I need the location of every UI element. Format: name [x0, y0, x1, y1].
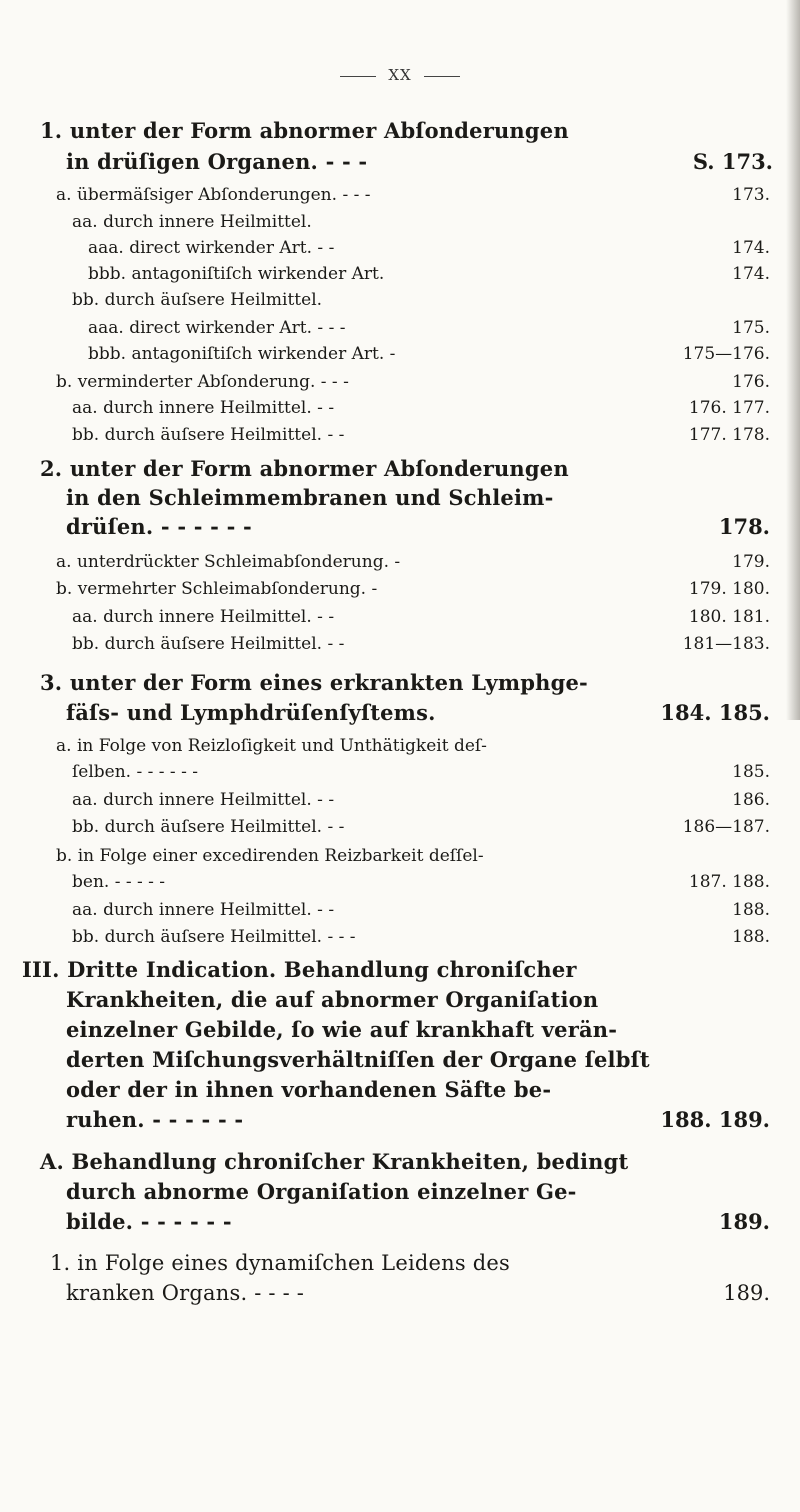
toc-entry: bbb. antagoniſtiſch wirkender Art.: [88, 264, 385, 284]
toc-entry: aa. durch innere Heilmittel. - -: [72, 790, 335, 810]
page-edge-shadow: [786, 0, 800, 720]
toc-heading: 3. unter der Form eines erkrankten Lymphge-: [40, 670, 588, 695]
toc-page: 179. 180.: [688, 579, 770, 599]
toc-entry: b. in Folge einer excedirenden Reizbarkeit deſſel-: [56, 846, 484, 866]
toc-page: 175.: [732, 318, 770, 338]
toc-page: 180. 181.: [688, 607, 770, 627]
toc-entry: a. übermäſsiger Abſonderungen. - - -: [56, 185, 371, 205]
toc-page: 174.: [732, 238, 770, 258]
toc-entry: b. verminderter Abſonderung. - - -: [56, 372, 349, 392]
toc-page: 185.: [732, 762, 770, 782]
toc-entry: aaa. direct wirkender Art. - - -: [88, 318, 346, 338]
toc-entry: bb. durch äuſsere Heilmittel.: [72, 290, 323, 310]
toc-entry: aa. durch innere Heilmittel.: [72, 212, 312, 232]
toc-page: 173.: [732, 185, 770, 205]
toc-heading-cont: fäſs- und Lymphdrüſenſyſtems.: [66, 700, 436, 725]
toc-entry: bb. durch äuſsere Heilmittel. - -: [72, 425, 345, 445]
toc-entry: bb. durch äuſsere Heilmittel. - - -: [72, 927, 356, 947]
toc-entry-cont: ſelben. - - - - - -: [72, 762, 198, 782]
page-header: [0, 66, 800, 84]
toc-page: 186—187.: [682, 817, 770, 837]
header-rule-left: [340, 76, 376, 77]
toc-entry: bbb. antagoniſtiſch wirkender Art. -: [88, 344, 396, 364]
toc-page: 188.: [732, 927, 770, 947]
toc-section-cont: derten Miſchungsverhältniſſen der Organe ſelbſt: [66, 1047, 650, 1072]
toc-page: 177. 178.: [688, 425, 770, 445]
toc-entry: a. unterdrückter Schleimabſonderung. -: [56, 552, 401, 572]
toc-section-cont: oder der in ihnen vorhandenen Säfte be-: [66, 1077, 552, 1102]
toc-page: 176. 177.: [688, 398, 770, 418]
toc-page: 178.: [718, 514, 770, 539]
toc-entry: bb. durch äuſsere Heilmittel. - -: [72, 634, 345, 654]
toc-entry: aaa. direct wirkender Art. - -: [88, 238, 335, 258]
toc-section-cont: Krankheiten, die auf abnormer Organiſation: [66, 987, 599, 1012]
toc-page: 188. 189.: [660, 1107, 770, 1132]
toc-heading-cont: bilde. - - - - - -: [66, 1209, 232, 1234]
toc-entry: 1. in Folge eines dynamiſchen Leidens des: [50, 1251, 510, 1275]
toc-section-cont: ruhen. - - - - - -: [66, 1107, 244, 1132]
toc-entry: b. vermehrter Schleimabſonderung. -: [56, 579, 378, 599]
toc-page: 184. 185.: [660, 700, 770, 725]
toc-heading: 1. unter der Form abnormer Abſonderungen: [40, 118, 569, 143]
header-rule-right: [424, 76, 460, 77]
toc-page: 175—176.: [682, 344, 770, 364]
toc-heading: A. Behandlung chroniſcher Krankheiten, bedingt: [40, 1149, 629, 1174]
toc-page: 186.: [732, 790, 770, 810]
toc-page: 187. 188.: [688, 872, 770, 892]
toc-page: 181—183.: [682, 634, 770, 654]
toc-entry: aa. durch innere Heilmittel. - -: [72, 607, 335, 627]
toc-page: 189.: [723, 1281, 770, 1305]
toc-heading-cont: in den Schleimmembranen und Schleim-: [66, 485, 554, 510]
toc-heading-cont: durch abnorme Organiſation einzelner Ge-: [66, 1179, 577, 1204]
toc-section-cont: einzelner Gebilde, ſo wie auf krankhaft verän-: [66, 1017, 618, 1042]
toc-entry: bb. durch äuſsere Heilmittel. - -: [72, 817, 345, 837]
toc-page: 189.: [718, 1209, 770, 1234]
toc-entry-cont: kranken Organs. - - - -: [66, 1281, 305, 1305]
toc-page: S. 173.: [692, 149, 773, 174]
toc-page: 179.: [732, 552, 770, 572]
toc-page: 188.: [732, 900, 770, 920]
toc-heading: 2. unter der Form abnormer Abſonderungen: [40, 456, 569, 481]
toc-entry-cont: ben. - - - - -: [72, 872, 166, 892]
toc-entry: a. in Folge von Reizloſigkeit und Unthätigkeit deſ-: [56, 736, 487, 756]
toc-page: 176.: [732, 372, 770, 392]
toc-entry: aa. durch innere Heilmittel. - -: [72, 900, 335, 920]
toc-heading-cont: drüſen. - - - - - -: [66, 514, 252, 539]
page-number-roman: XX: [388, 66, 412, 84]
toc-entry: aa. durch innere Heilmittel. - -: [72, 398, 335, 418]
toc-heading-cont: in drüſigen Organen. - - -: [66, 149, 368, 174]
toc-section-heading: III. Dritte Indication. Behandlung chroniſcher: [22, 957, 577, 982]
toc-page: 174.: [732, 264, 770, 284]
